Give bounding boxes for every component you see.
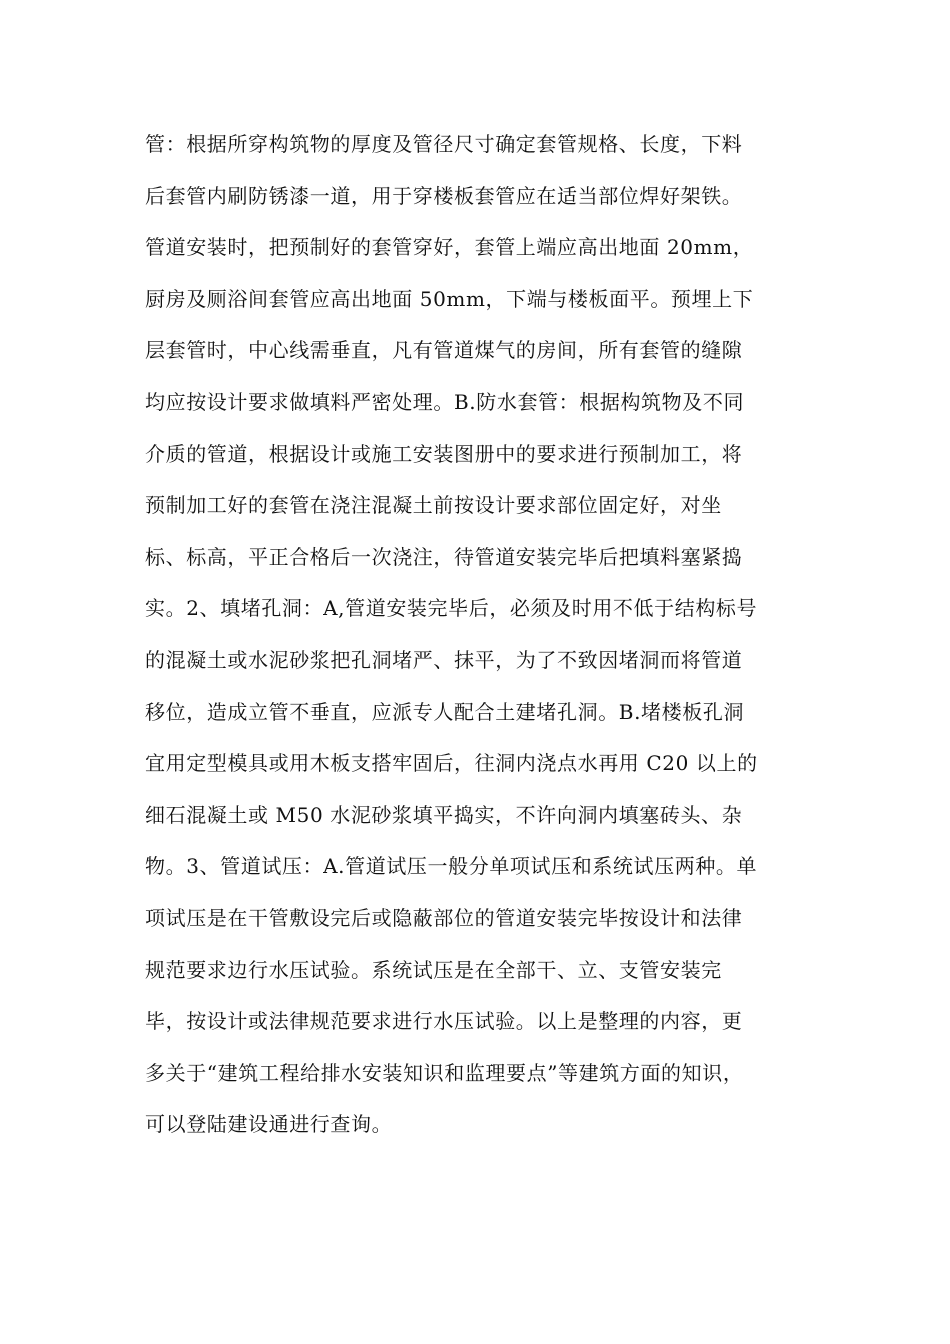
- text-line: 项试压是在干管敷设完后或隐蔽部位的管道安装完毕按设计和法律: [145, 905, 743, 930]
- text-line: 移位，造成立管不垂直，应派专人配合土建堵孔洞。B.堵楼板孔洞: [145, 699, 745, 724]
- text-line: 宜用定型模具或用木板支搭牢固后，往洞内浇点水再用 C20 以上的: [145, 751, 758, 776]
- text-line: 多关于“建筑工程给排水安装知识和监理要点”等建筑方面的知识，: [145, 1060, 744, 1085]
- text-line: 标、标高，平正合格后一次浇注，待管道安装完毕后把填料塞紧捣: [145, 544, 743, 569]
- body-text: [145, 119, 825, 1151]
- text-line: 管道安装时，把预制好的套管穿好，套管上端应高出地面 20mm，: [145, 235, 754, 260]
- text-line: 均应按设计要求做填料严密处理。B.防水套管：根据构筑物及不同: [145, 389, 745, 414]
- text-line: 毕，按设计或法律规范要求进行水压试验。以上是整理的内容，更: [145, 1009, 743, 1034]
- text-line: 管：根据所穿构筑物的厚度及管径尺寸确定套管规格、长度，下料: [145, 132, 743, 156]
- text-line: 物。3、管道试压：A.管道试压一般分单项试压和系统试压两种。单: [145, 854, 758, 879]
- text-line: 细石混凝土或 M50 水泥砂浆填平捣实，不许向洞内填塞砖头、杂: [145, 802, 743, 827]
- text-line: 介质的管道，根据设计或施工安装图册中的要求进行预制加工，将: [145, 441, 743, 466]
- text-line: 的混凝土或水泥砂浆把孔洞堵严、抹平，为了不致因堵洞而将管道: [145, 647, 743, 672]
- text-line: 后套管内刷防锈漆一道，用于穿楼板套管应在适当部位焊好架铁。: [145, 183, 743, 208]
- text-line: 层套管时，中心线需垂直，凡有管道煤气的房间，所有套管的缝隙: [145, 338, 743, 363]
- text-line: 厨房及厕浴间套管应高出地面 50mm，下端与楼板面平。预埋上下: [145, 286, 754, 311]
- text-line: 预制加工好的套管在浇注混凝土前按设计要求部位固定好，对坐: [145, 493, 722, 518]
- text-line: 可以登陆建设通进行查询。: [145, 1112, 393, 1137]
- text-line: 规范要求边行水压试验。系统试压是在全部干、立、支管安装完: [145, 957, 722, 982]
- text-line: 实。2、填堵孔洞：A,管道安装完毕后，必须及时用不低于结构标号: [145, 596, 758, 621]
